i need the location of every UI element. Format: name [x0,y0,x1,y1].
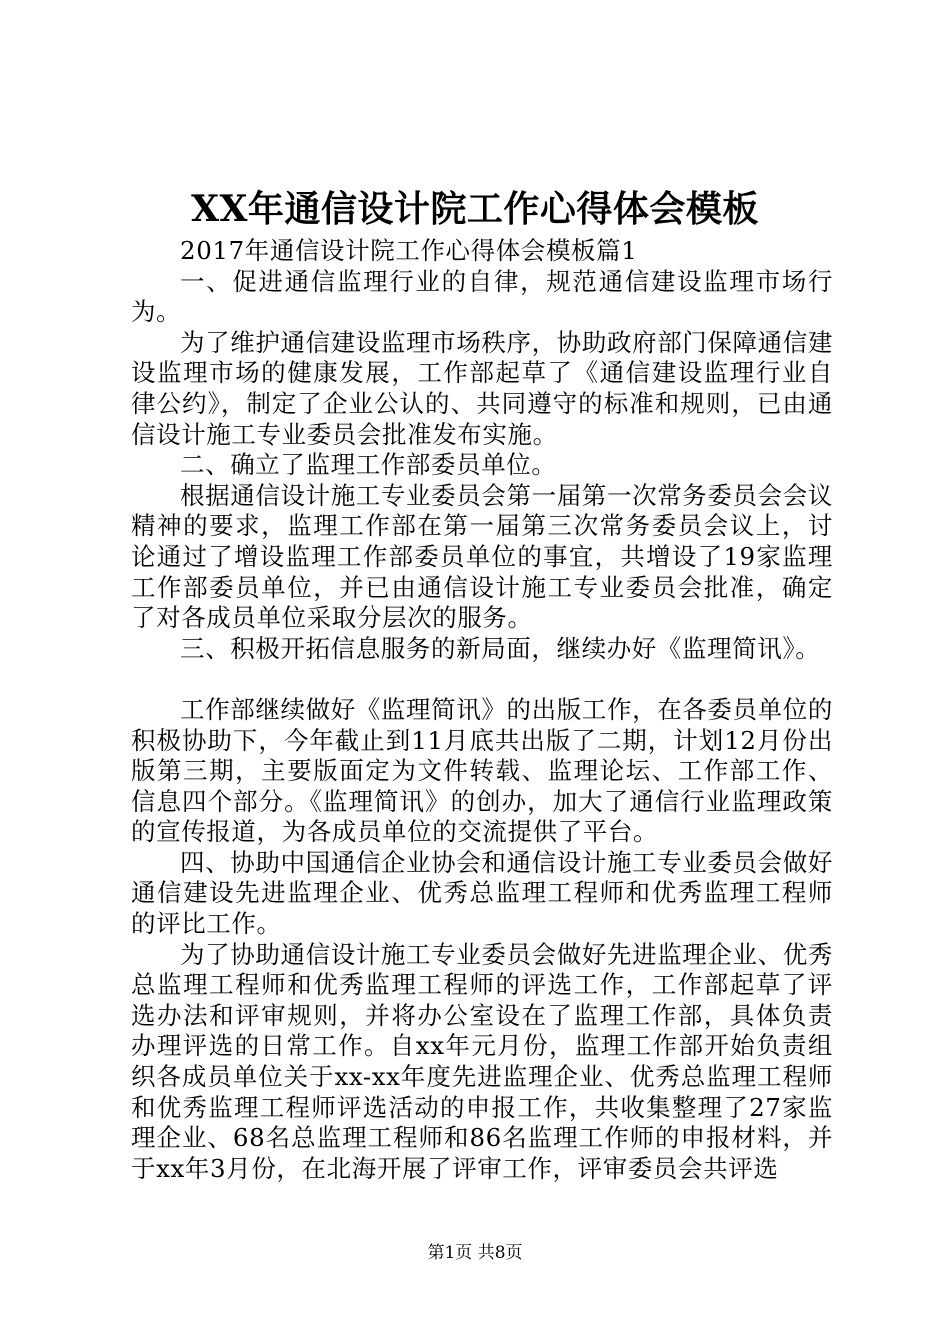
paragraph-body-4: 为了协助通信设计施工专业委员会做好先进监理企业、优秀总监理工程师和优秀监理工程师的评选工作，工作部起草了评选办法和评审规则，并将办公室设在了监理工作部，具体负责办理评选的日常工作。自xx年元月份，监理工作部开始负责组织各成员单位关于xx-xx年度先进监理企业、优秀总监理工程师和优秀监理工程师评选活动的申报工作，共收集整理了27家监理企业、68名总监理工程师和86名监理工作师的申报材料，并于xx年3月份，在北海开展了评审工作，评审委员会共评选 [131,939,833,1183]
paragraph-heading-2: 二、确立了监理工作部委员单位。 [180,450,557,480]
document-title: XX年通信设计院工作心得体会模板 [191,188,759,230]
paragraph-heading-1: 一、促进通信监理行业的自律，规范通信建设监理市场行为。 [131,266,833,327]
paragraph-body-2: 根据通信设计施工专业委员会第一届第一次常务委员会会议精神的要求，监理工作部在第一届第三次常务委员会议上，讨论通过了增设监理工作部委员单位的事宜，共增设了19家监理工作部委员单位，并已由通信设计施工专业委员会批准，确定了对各成员单位采取分层次的服务。 [131,480,833,633]
paragraph-body-3: 工作部继续做好《监理简讯》的出版工作，在各委员单位的积极协助下，今年截止到11月底共出版了二期，计划12月份出版第三期，主要版面定为文件转载、监理论坛、工作部工作、信息四个部分。《监理简讯》的创办，加大了通信行业监理政策的宣传报道，为各成员单位的交流提供了平台。 [131,694,833,847]
paragraph-heading-3: 三、积极开拓信息服务的新局面，继续办好《监理简讯》。 [180,633,821,663]
page-number-footer: 第1页 共8页 [427,1243,523,1263]
document-body [131,236,833,1184]
paragraph-body-1: 为了维护通信建设监理市场秩序，协助政府部门保障通信建设监理市场的健康发展，工作部起草了《通信建设监理行业自律公约》，制定了企业公认的、共同遵守的标准和规则，已由通信设计施工专业委员会批准发布实施。 [131,327,833,449]
paragraph-heading-4: 四、协助中国通信企业协会和通信设计施工专业委员会做好通信建设先进监理企业、优秀总监理工程师和优秀监理工程师的评比工作。 [131,847,833,939]
paragraph-subtitle: 2017年通信设计院工作心得体会模板篇1 [180,236,638,265]
